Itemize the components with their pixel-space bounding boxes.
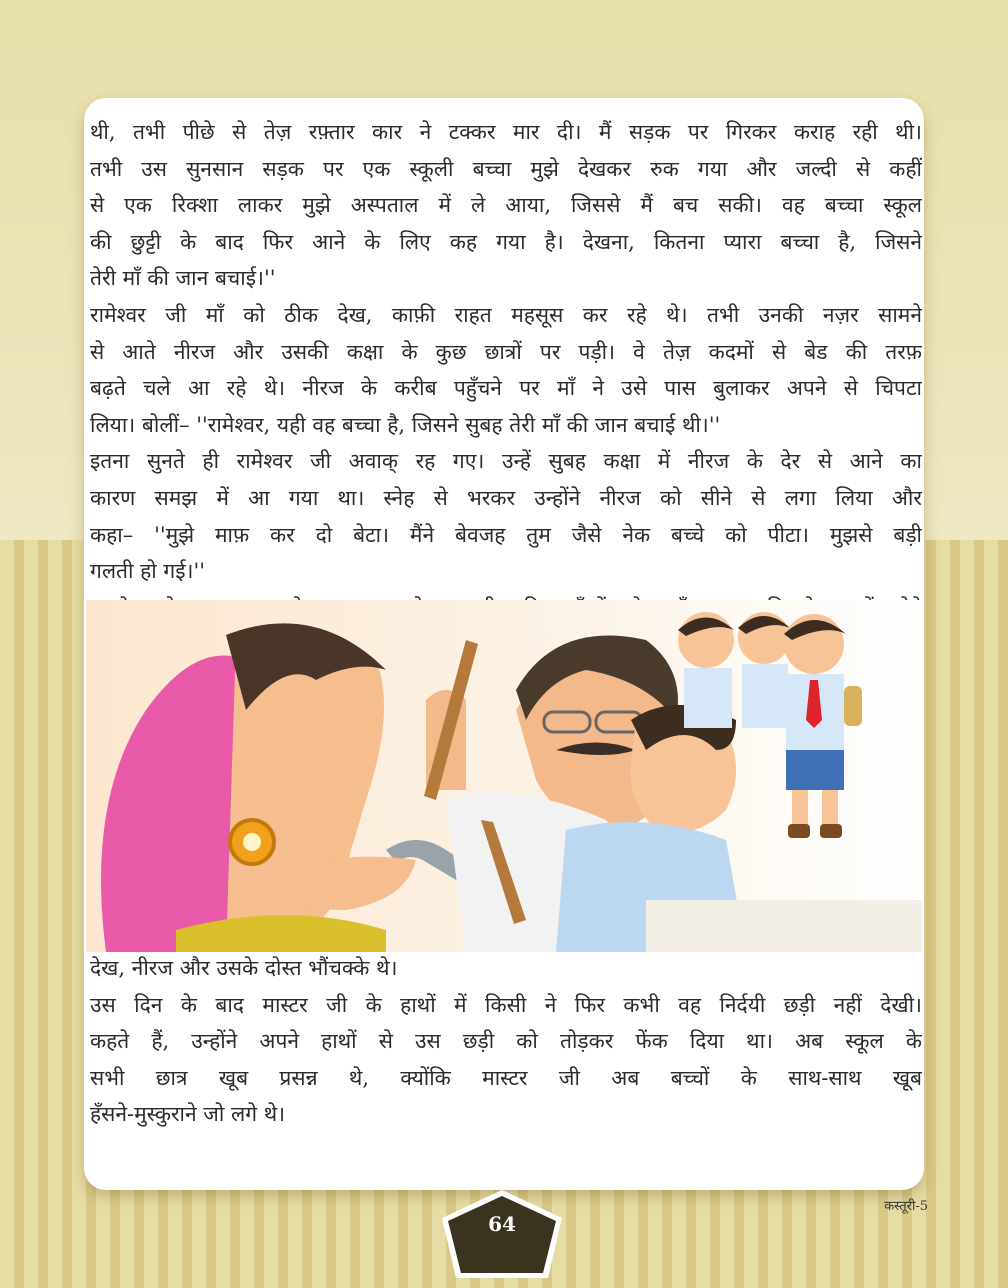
book-label: कस्तूरी-5	[884, 1199, 928, 1214]
text-line: रामेश्वर जी माँ को ठीक देख, काफ़ी राहत महसूस कर रहे थे। तभी उनकी नज़र सामने	[90, 302, 922, 327]
text-line: की छुट्टी के बाद फिर आने के लिए कह गया है। देखना, कितना प्यारा बच्चा है, जिसने	[90, 229, 922, 254]
text-line: उस दिन के बाद मास्टर जी के हाथों में किसी ने फिर कभी वह निर्दयी छड़ी नहीं देखी।	[90, 992, 922, 1017]
earring-center	[243, 833, 261, 851]
page-number: 64	[488, 1212, 516, 1236]
text-line: तेरी माँ की जान बचाई।''	[90, 266, 276, 291]
text-line: गलती हो गई।''	[90, 559, 206, 584]
text-line: इतना सुनते ही रामेश्वर जी अवाक् रह गए। उन्हें सुबह कक्षा में नीरज के देर से आने का	[90, 449, 922, 474]
text-line: थी, तभी पीछे से तेज़ रफ़्तार कार ने टक्कर मार दी। मैं सड़क पर गिरकर कराह रही थी।	[90, 120, 922, 144]
text-line: हँसने-मुस्कुराने जो लगे थे।	[90, 1102, 286, 1127]
story-text-top	[90, 114, 922, 626]
text-line: तभी उस सुनसान सड़क पर एक स्कूली बच्चा मुझे देखकर रुक गया और जल्दी से कहीं	[90, 156, 922, 181]
text-line: कहते हैं, उन्होंने अपने हाथों से उस छड़ी को तोड़कर फेंक दिया था। अब स्कूल के	[90, 1029, 922, 1054]
story-illustration	[86, 600, 922, 952]
text-line: सभी छात्र खूब प्रसन्न थे, क्योंकि मास्टर जी अब बच्चों के साथ-साथ खूब	[90, 1065, 922, 1090]
text-line: लिया। बोलीं– ''रामेश्वर, यही वह बच्चा है, जिसने सुबह तेरी माँ की जान बचाई थी।''	[90, 412, 721, 437]
text-line: से एक रिक्शा लाकर मुझे अस्पताल में ले आया, जिससे मैं बच सकी। वह बच्चा स्कूल	[90, 193, 922, 218]
floor	[646, 900, 922, 952]
illustration-drawing	[86, 600, 922, 952]
text-line: कारण समझ में आ गया था। स्नेह से भरकर उन्होंने नीरज को सीने से लगा लिया और	[90, 485, 922, 510]
story-text-bottom	[90, 950, 922, 1133]
text-line: से आते नीरज और उसकी कक्षा के कुछ छात्रों पर पड़ी। वे तेज़ कदमों से बेड की तरफ़	[90, 339, 922, 364]
text-line: बढ़ते चले आ रहे थे। नीरज के करीब पहुँचने पर माँ ने उसे पास बुलाकर अपने से चिपटा	[90, 376, 922, 401]
text-line: देख, नीरज और उसके दोस्त भौंचक्के थे।	[90, 956, 398, 980]
text-line: कहा– ''मुझे माफ़ कर दो बेटा। मैंने बेवजह तुम जैसे नेक बच्चे को पीटा। मुझसे बड़ी	[90, 522, 922, 547]
